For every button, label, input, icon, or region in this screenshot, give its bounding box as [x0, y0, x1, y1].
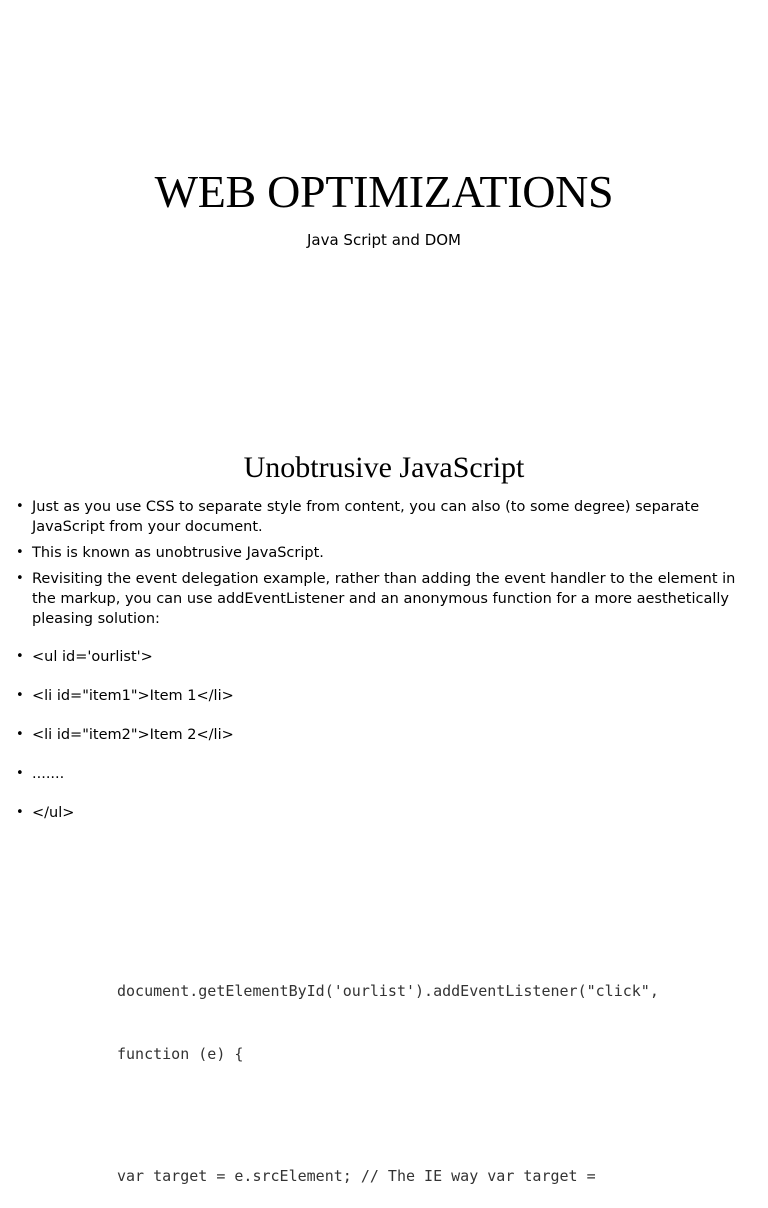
code-line: var target = e.srcElement; // The IE way var target = [117, 1167, 596, 1185]
bullet-item: • Revisiting the event delegation example, rather than adding the event handler to the element in the markup, you can use addEventListener and an anonymous function for a more aesthetically pleasing solution: [16, 569, 756, 629]
markup-bullet-item: • <li id="item2">Item 2</li> [16, 725, 756, 745]
title-slide [0, 0, 768, 420]
markup-bullet-item: • <ul id='ourlist'> [16, 647, 756, 667]
code-line: document.getElementById('ourlist').addEventListener("click", [117, 982, 659, 1000]
markup-bullet-item: • <li id="item1">Item 1</li> [16, 686, 756, 706]
markup-bullet-item: • ....... [16, 764, 756, 784]
code-line: function (e) { [117, 1045, 244, 1063]
explanation-bullet-list [16, 497, 756, 629]
presentation-subtitle: Java Script and DOM [306, 231, 461, 249]
slide-heading: Unobtrusive JavaScript [243, 451, 525, 484]
bullet-item: • This is known as unobtrusive JavaScript. [16, 543, 756, 563]
markup-bullet-item: • </ul> [16, 803, 756, 823]
markup-bullet-list [16, 647, 756, 842]
presentation-title: WEB OPTIMIZATIONS [154, 166, 614, 217]
code-snippet [117, 939, 737, 1208]
bullet-item: • Just as you use CSS to separate style from content, you can also (to some degree) separate JavaScript from your document. [16, 497, 756, 537]
code-blank-line [117, 1107, 737, 1124]
